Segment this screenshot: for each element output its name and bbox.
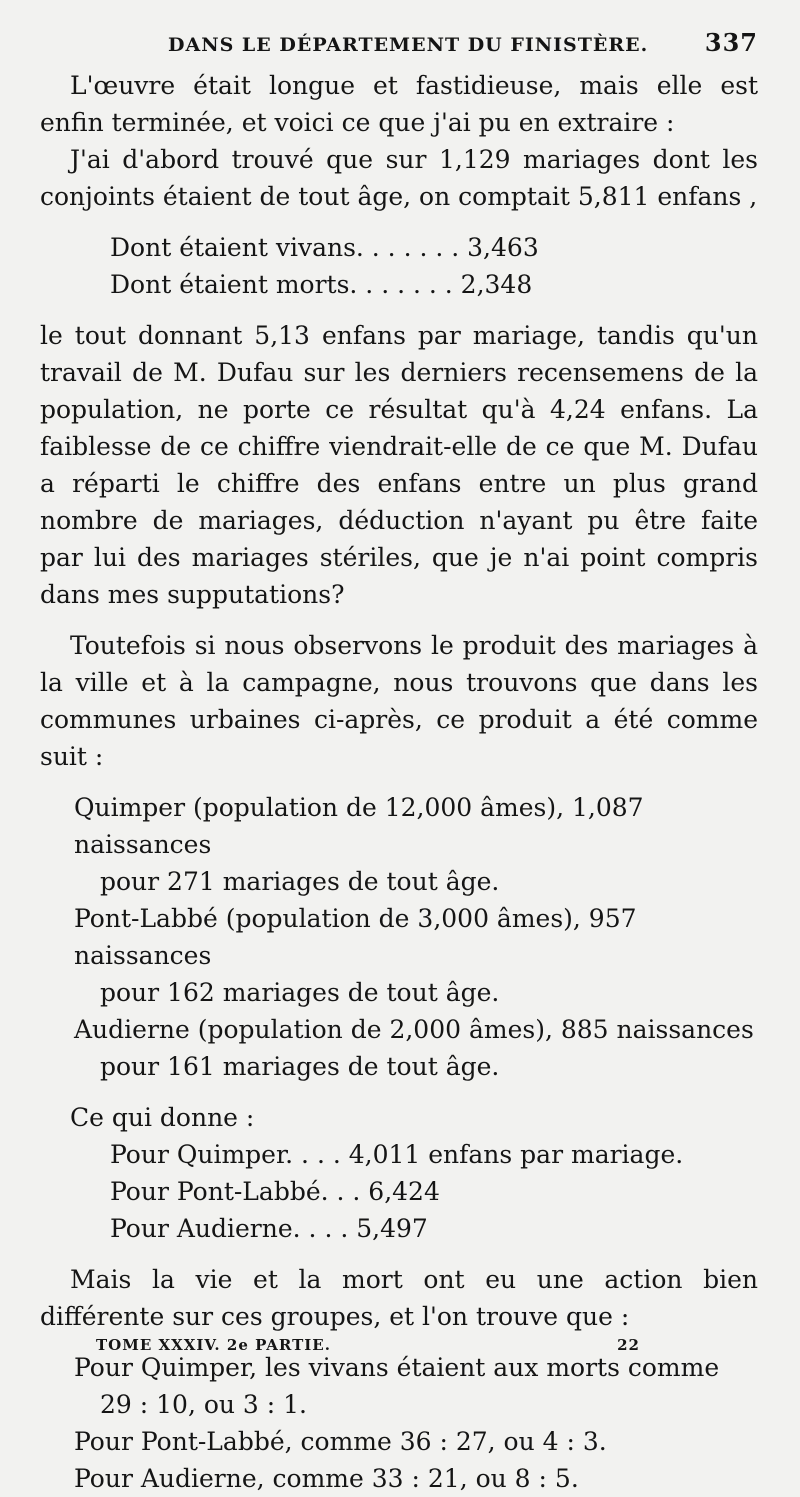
volume-label: TOME XXXIV. 2e PARTIE. [96, 1336, 331, 1354]
entry-audierne-line2: pour 161 mariages de tout âge. [100, 1052, 500, 1081]
entry-pontlabbe-line2: pour 162 mariages de tout âge. [100, 978, 500, 1007]
entry-pontlabbe [74, 900, 758, 1011]
entry-quimper-line2: pour 271 mariages de tout âge. [100, 867, 500, 896]
page-footer [96, 1336, 640, 1354]
paragraph-result-intro: Ce qui donne : [70, 1103, 255, 1132]
entry-audierne-line1: Audierne (population de 2,000 âmes), 885 naissances [74, 1015, 754, 1044]
entry-quimper [74, 789, 758, 900]
running-header [40, 28, 758, 57]
result-audierne: Pour Audierne. . . . 5,497 [110, 1214, 428, 1243]
line-vivans: Dont étaient vivans. . . . . . . 3,463 [110, 233, 539, 262]
paragraph-marriages: J'ai d'abord trouvé que sur 1,129 mariages dont les conjoints étaient de tout âge, on comptait 5,811 enfans , [40, 145, 758, 211]
ratio-quimper-line1: Pour Quimper, les vivans étaient aux morts comme [74, 1353, 720, 1382]
ratio-quimper-line2: 29 : 10, ou 3 : 1. [100, 1390, 308, 1419]
entry-pontlabbe-line1: Pont-Labbé (population de 3,000 âmes), 957 naissances [74, 904, 637, 970]
paragraph-towns: Toutefois si nous observons le produit des mariages à la ville et à la campagne, nous trouvons que dans les communes urbaines ci-après, ce produit a été comme suit : [40, 631, 758, 771]
ratio-pontlabbe: Pour Pont-Labbé, comme 36 : 27, ou 4 : 3. [74, 1427, 607, 1456]
entry-audierne [74, 1011, 758, 1085]
result-quimper: Pour Quimper. . . . 4,011 enfans par mariage. [110, 1140, 684, 1169]
paragraph-intro: L'œuvre était longue et fastidieuse, mais elle est enfin terminée, et voici ce que j'ai pu en extraire : [40, 71, 758, 137]
paragraph-dufau: le tout donnant 5,13 enfans par mariage, tandis qu'un travail de M. Dufau sur les derniers recensemens de la population, ne porte ce résultat qu'à 4,24 enfans. La faiblesse de ce chiffre viendrait-elle de ce que M. Dufau a réparti le chiffre des enfans entre un plus grand nombre de mariages, déduction n'ayant pu être faite par lui des mariages stériles, que je n'ai point compris dans mes supputations? [40, 321, 758, 609]
ratio-quimper [74, 1349, 758, 1423]
running-title: DANS LE DÉPARTEMENT DU FINISTÈRE. [168, 34, 649, 56]
signature-mark: 22 [617, 1336, 640, 1354]
line-morts: Dont étaient morts. . . . . . . 2,348 [110, 270, 533, 299]
entry-quimper-line1: Quimper (population de 12,000 âmes), 1,087 naissances [74, 793, 644, 859]
paragraph-life-death: Mais la vie et la mort ont eu une action bien différente sur ces groupes, et l'on trouve que : [40, 1265, 758, 1331]
ratio-audierne: Pour Audierne, comme 33 : 21, ou 8 : 5. [74, 1464, 579, 1493]
page-number: 337 [704, 28, 758, 57]
result-pontlabbe: Pour Pont-Labbé. . . 6,424 [110, 1177, 440, 1206]
